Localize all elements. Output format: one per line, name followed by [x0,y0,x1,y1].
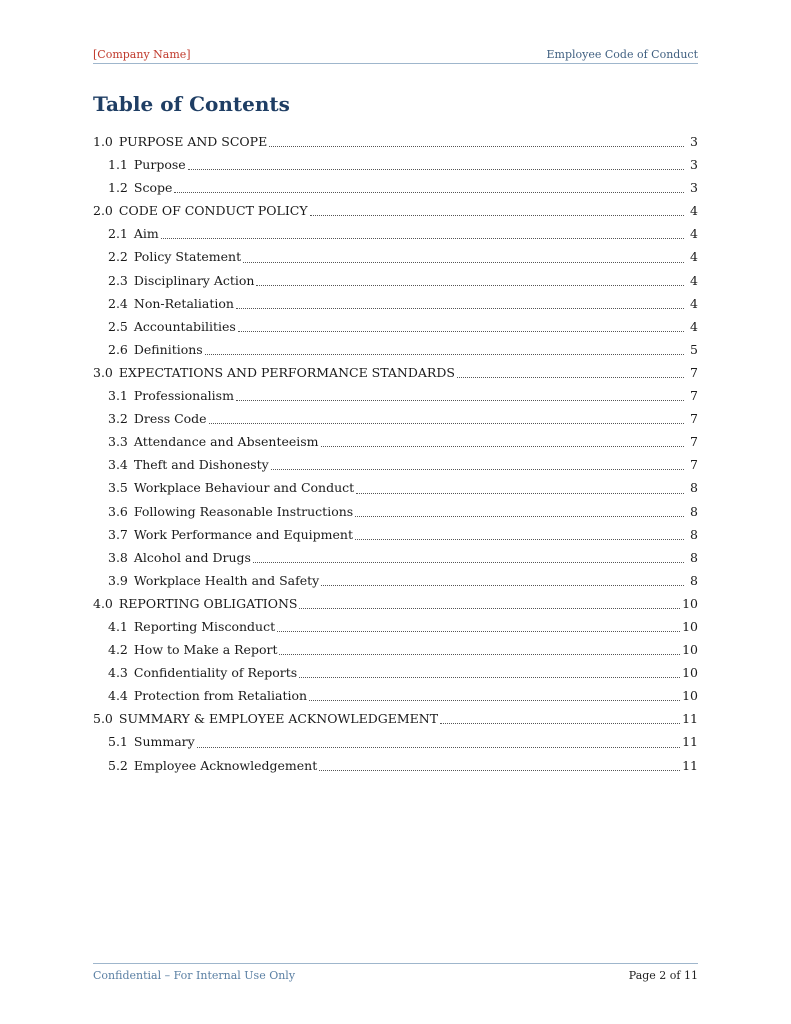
toc-entry-label: Employee Acknowledgement [133,757,318,773]
toc-entry-number: 1.2 [108,180,128,196]
toc-entry[interactable] [93,384,698,407]
toc-entry-label: Following Reasonable Instructions [133,503,354,519]
toc-dot-leader [279,654,680,655]
toc-entry-number: 3.4 [108,457,128,473]
toc-entry-number: 3.5 [108,480,128,496]
toc-entry[interactable] [93,338,698,361]
toc-entry[interactable] [93,430,698,453]
toc-dot-leader [238,331,684,332]
toc-entry-number: 3.3 [108,434,128,450]
toc-entry-page: 7 [690,411,698,427]
toc-dot-leader [277,631,680,632]
toc-entry-label: Protection from Retaliation [133,688,308,704]
toc-entry-page: 8 [690,480,698,496]
toc-entry[interactable] [93,661,698,684]
toc-entry-number: 4.4 [108,688,128,704]
toc-entry[interactable] [93,730,698,753]
toc-entry-label: Aim [133,226,159,242]
toc-entry[interactable] [93,176,698,199]
toc-entry-label: Work Performance and Equipment [133,526,353,542]
toc-entry-page: 10 [682,688,698,704]
toc-entry-label: Purpose [133,157,186,173]
toc-dot-leader [209,423,684,424]
toc-entry[interactable] [93,638,698,661]
toc-entry-page: 11 [682,757,698,773]
toc-entry[interactable] [93,245,698,268]
toc-entry[interactable] [93,684,698,707]
toc-entry-label: EXPECTATIONS AND PERFORMANCE STANDARDS [118,364,455,380]
toc-entry-number: 5.2 [108,757,128,773]
toc-dot-leader [299,677,680,678]
toc-entry-label: Non-Retaliation [133,295,234,311]
toc-entry-page: 10 [682,595,698,611]
toc-entry-page: 5 [690,341,698,357]
page-footer [93,963,698,982]
toc-entry-number: 4.1 [108,618,128,634]
toc-dot-leader [457,377,684,378]
toc-entry-label: Policy Statement [133,249,242,265]
toc-entry-page: 11 [682,711,698,727]
toc-entry-page: 4 [690,295,698,311]
toc-entry-page: 4 [690,226,698,242]
toc-entry[interactable] [93,407,698,430]
toc-entry[interactable] [93,707,698,730]
toc-entry[interactable] [93,315,698,338]
toc-entry-label: Definitions [133,341,203,357]
toc-entry-page: 8 [690,526,698,542]
toc-entry-label: Summary [133,734,195,750]
toc-entry-number: 2.3 [108,272,128,288]
toc-entry-page: 7 [690,388,698,404]
toc-entry-label: SUMMARY & EMPLOYEE ACKNOWLEDGEMENT [118,711,439,727]
toc-dot-leader [356,493,684,494]
toc-dot-leader [188,169,684,170]
toc-list [93,130,698,777]
toc-entry-label: Workplace Behaviour and Conduct [133,480,355,496]
toc-dot-leader [310,215,684,216]
toc-entry-label: Disciplinary Action [133,272,255,288]
toc-entry[interactable] [93,199,698,222]
toc-entry-page: 8 [690,549,698,565]
document-title: Employee Code of Conduct [546,48,698,61]
toc-entry-label: REPORTING OBLIGATIONS [118,595,298,611]
toc-entry-page: 3 [690,134,698,149]
toc-entry[interactable] [93,754,698,777]
toc-dot-leader [256,285,684,286]
toc-entry-label: Reporting Misconduct [133,618,276,634]
toc-dot-leader [355,539,684,540]
toc-entry[interactable] [93,615,698,638]
toc-entry-page: 10 [682,642,698,658]
toc-entry-label: Accountabilities [133,318,236,334]
toc-entry-label: PURPOSE AND SCOPE [118,134,268,149]
toc-entry[interactable] [93,546,698,569]
toc-dot-leader [253,562,684,563]
toc-entry-page: 10 [682,618,698,634]
toc-entry-number: 1.1 [108,157,128,173]
toc-entry-number: 3.1 [108,388,128,404]
toc-dot-leader [205,354,684,355]
toc-entry[interactable] [93,153,698,176]
toc-entry[interactable] [93,269,698,292]
toc-entry-number: 3.9 [108,572,128,588]
toc-dot-leader [243,262,684,263]
toc-entry[interactable] [93,222,698,245]
toc-dot-leader [271,469,684,470]
toc-dot-leader [197,747,680,748]
toc-entry-page: 4 [690,272,698,288]
toc-entry-page: 4 [690,249,698,265]
toc-entry-label: How to Make a Report [133,642,278,658]
toc-entry-number: 3.6 [108,503,128,519]
toc-entry-page: 7 [690,457,698,473]
toc-entry-label: Dress Code [133,411,207,427]
toc-dot-leader [440,723,680,724]
toc-entry-number: 2.6 [108,341,128,357]
toc-entry-page: 8 [690,572,698,588]
toc-entry-number: 3.7 [108,526,128,542]
toc-entry-label: Workplace Health and Safety [133,572,320,588]
toc-dot-leader [321,446,684,447]
toc-entry-label: Confidentiality of Reports [133,665,298,681]
company-name: [Company Name] [93,48,191,61]
toc-entry-label: CODE OF CONDUCT POLICY [118,203,308,219]
toc-entry-number: 2.5 [108,318,128,334]
toc-entry[interactable] [93,592,698,615]
toc-entry-number: 4.0 [93,595,113,611]
toc-entry-number: 4.2 [108,642,128,658]
toc-entry-label: Attendance and Absenteeism [133,434,319,450]
toc-dot-leader [174,192,684,193]
toc-entry-page: 7 [690,364,698,380]
page-number: Page 2 of 11 [628,969,698,982]
confidential-notice: Confidential – For Internal Use Only [93,969,296,982]
toc-entry-page: 8 [690,503,698,519]
toc-entry[interactable] [93,453,698,476]
toc-entry-page: 4 [690,203,698,219]
toc-entry-number: 5.0 [93,711,113,727]
toc-dot-leader [299,608,680,609]
toc-dot-leader [319,770,680,771]
toc-dot-leader [236,400,684,401]
toc-entry-label: Theft and Dishonesty [133,457,269,473]
toc-entry-number: 5.1 [108,734,128,750]
toc-entry-page: 3 [690,180,698,196]
toc-entry[interactable] [93,292,698,315]
toc-entry-number: 3.0 [93,364,113,380]
page-header [93,45,698,64]
toc-entry-page: 7 [690,434,698,450]
toc-dot-leader [355,516,684,517]
toc-entry-page: 11 [682,734,698,750]
toc-dot-leader [321,585,684,586]
toc-entry[interactable] [93,569,698,592]
toc-entry-number: 2.1 [108,226,128,242]
toc-dot-leader [269,146,684,147]
toc-dot-leader [309,700,680,701]
toc-entry[interactable] [93,523,698,546]
toc-entry-number: 3.2 [108,411,128,427]
toc-title: Table of Contents [93,92,290,116]
toc-entry[interactable] [93,500,698,523]
toc-entry-number: 4.3 [108,665,128,681]
toc-entry-page: 3 [690,157,698,173]
toc-entry-number: 2.0 [93,203,113,219]
toc-entry[interactable] [93,361,698,384]
toc-dot-leader [161,238,684,239]
toc-dot-leader [236,308,684,309]
toc-entry-page: 4 [690,318,698,334]
toc-entry-label: Professionalism [133,388,234,404]
toc-entry-number: 2.2 [108,249,128,265]
toc-entry-label: Scope [133,180,173,196]
toc-entry-number: 1.0 [93,134,113,149]
toc-entry[interactable] [93,130,698,153]
toc-entry-number: 2.4 [108,295,128,311]
toc-entry-label: Alcohol and Drugs [133,549,251,565]
toc-entry[interactable] [93,476,698,499]
toc-entry-page: 10 [682,665,698,681]
toc-entry-number: 3.8 [108,549,128,565]
